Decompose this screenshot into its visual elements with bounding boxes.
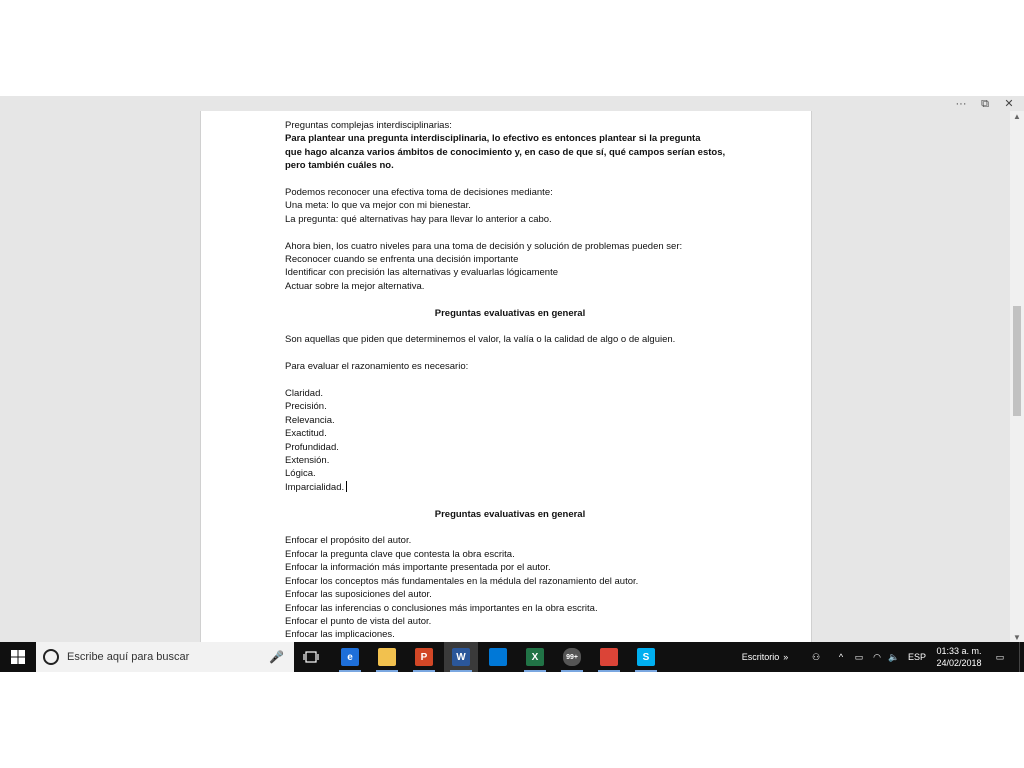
list-item: Exactitud. (285, 428, 327, 440)
restore-icon[interactable]: ⧉ (981, 98, 989, 110)
excel-icon: X (526, 648, 544, 666)
scroll-thumb[interactable] (1013, 306, 1021, 416)
running-indicator (561, 670, 583, 672)
list-item: Claridad. (285, 388, 324, 400)
window-controls (954, 96, 1016, 112)
battery-icon[interactable]: ▭ (854, 651, 864, 662)
running-indicator (413, 670, 435, 672)
doc-line-bold: Para plantear una pregunta interdisciplinaria, lo efectivo es entonces plantear si la pregunta (285, 133, 701, 145)
taskbar (0, 642, 1024, 672)
taskbar-app-word[interactable] (444, 642, 478, 672)
running-indicator (376, 670, 398, 672)
doc-line: Podemos reconocer una efectiva toma de decisiones mediante: (285, 187, 553, 199)
doc-line: Ahora bien, los cuatro niveles para una toma de decisión y solución de problemas pueden ser: (285, 240, 683, 252)
skype-icon: S (637, 648, 655, 666)
vertical-scrollbar[interactable] (1010, 111, 1024, 644)
more-options-icon[interactable]: ··· (955, 98, 967, 110)
clock-time: 01:33 a. m. (936, 646, 982, 656)
taskbar-app-excel[interactable] (518, 642, 552, 672)
edge-icon: e (341, 648, 359, 666)
list-item: Precisión. (285, 401, 327, 413)
language-indicator[interactable] (905, 642, 929, 672)
section-heading: Preguntas evaluativas en general (434, 307, 586, 319)
doc-line: Reconocer cuando se enfrenta una decisión importante (285, 254, 519, 266)
running-indicator (524, 670, 546, 672)
chrome-icon (600, 648, 618, 666)
doc-line: Para evaluar el razonamiento es necesario: (285, 361, 469, 373)
list-item: Extensión. (285, 455, 330, 467)
doc-line: Son aquellas que piden que determinemos el valor, la valía o la calidad de algo o de alguien. (285, 334, 676, 346)
document-page[interactable] (200, 111, 812, 644)
volume-icon[interactable]: 🔈 (888, 651, 900, 662)
close-icon[interactable]: ✕ (1004, 98, 1014, 110)
show-desktop-button[interactable] (1019, 642, 1024, 672)
list-item-with-cursor (285, 481, 735, 494)
taskbar-app-chrome[interactable] (592, 642, 626, 672)
list-item: Imparcialidad. (285, 481, 345, 493)
clock-date: 24/02/2018 (936, 658, 982, 668)
doc-line: Enfocar las inferencias o conclusiones más importantes en la obra escrita. (285, 602, 598, 614)
doc-line: Actuar sobre la mejor alternativa. (285, 280, 425, 292)
doc-line-bold: que hago alcanza varios ámbitos de conocimiento y, en caso de que sí, qué campos serían estos, (285, 146, 726, 158)
taskbar-search-box[interactable] (36, 642, 294, 672)
task-view-button[interactable] (294, 642, 328, 672)
doc-line: Enfocar la pregunta clave que contesta la obra escrita. (285, 548, 515, 560)
doc-line: Una meta: lo que va mejor con mi bienestar. (285, 200, 471, 212)
list-item: Profundidad. (285, 441, 339, 453)
doc-line-bold: pero también cuáles no. (285, 160, 394, 172)
doc-line: Enfocar los conceptos más fundamentales en la médula del razonamiento del autor. (285, 575, 639, 587)
doc-line: Enfocar las suposiciones del autor. (285, 589, 432, 601)
scroll-down-icon[interactable]: ▼ (1013, 633, 1021, 642)
doc-line: Identificar con precisión las alternativas y evaluarlas lógicamente (285, 267, 558, 279)
people-icon[interactable]: ⚇ (811, 651, 821, 662)
windows-icon (11, 650, 25, 664)
search-placeholder: Escribe aquí para buscar (67, 651, 190, 663)
doc-line: Enfocar el propósito del autor. (285, 535, 412, 547)
taskbar-app-skype[interactable] (629, 642, 663, 672)
doc-line: Preguntas complejas interdisciplinarias: (285, 120, 452, 131)
doc-line: Enfocar el punto de vista del autor. (285, 615, 432, 627)
taskbar-app-graduation-app[interactable] (555, 642, 589, 672)
store-icon (489, 648, 507, 666)
taskbar-app-file-explorer[interactable] (370, 642, 404, 672)
taskbar-app-powerpoint[interactable] (407, 642, 441, 672)
cortana-icon (43, 649, 59, 665)
task-view-icon (303, 651, 319, 663)
notifications-icon[interactable]: ▭ (995, 651, 1005, 662)
doc-line: Enfocar la información más importante presentada por el autor. (285, 562, 551, 574)
start-button[interactable] (0, 642, 36, 672)
wifi-icon[interactable]: ◠ (873, 651, 881, 662)
running-indicator (450, 670, 472, 672)
desktop-toolbar[interactable] (735, 642, 795, 672)
desktop-label: Escritorio (741, 652, 780, 662)
document-body[interactable] (285, 119, 735, 642)
microphone-icon[interactable]: 🎤 (269, 650, 284, 664)
running-indicator (339, 670, 361, 672)
scroll-up-icon[interactable]: ▲ (1013, 112, 1021, 121)
running-indicator (598, 670, 620, 672)
file-explorer-icon (378, 648, 396, 666)
word-window (0, 96, 1024, 672)
clock[interactable] (932, 642, 986, 672)
running-indicator (635, 670, 657, 672)
section-heading: Preguntas evaluativas en general (434, 508, 586, 520)
taskbar-app-edge[interactable] (333, 642, 367, 672)
graduation-app-icon: 99+ (563, 648, 581, 666)
language-label: ESP (907, 652, 926, 662)
chevron-right-icon: » (783, 652, 789, 662)
doc-line: Enfocar las implicaciones. (285, 629, 395, 641)
list-item: Lógica. (285, 468, 316, 480)
list-item: Relevancia. (285, 414, 335, 426)
text-cursor (346, 481, 347, 492)
chevron-up-icon[interactable]: ^ (838, 652, 844, 662)
word-icon: W (452, 648, 470, 666)
taskbar-app-store[interactable] (481, 642, 515, 672)
powerpoint-icon: P (415, 648, 433, 666)
doc-line: La pregunta: qué alternativas hay para llevar lo anterior a cabo. (285, 213, 552, 225)
